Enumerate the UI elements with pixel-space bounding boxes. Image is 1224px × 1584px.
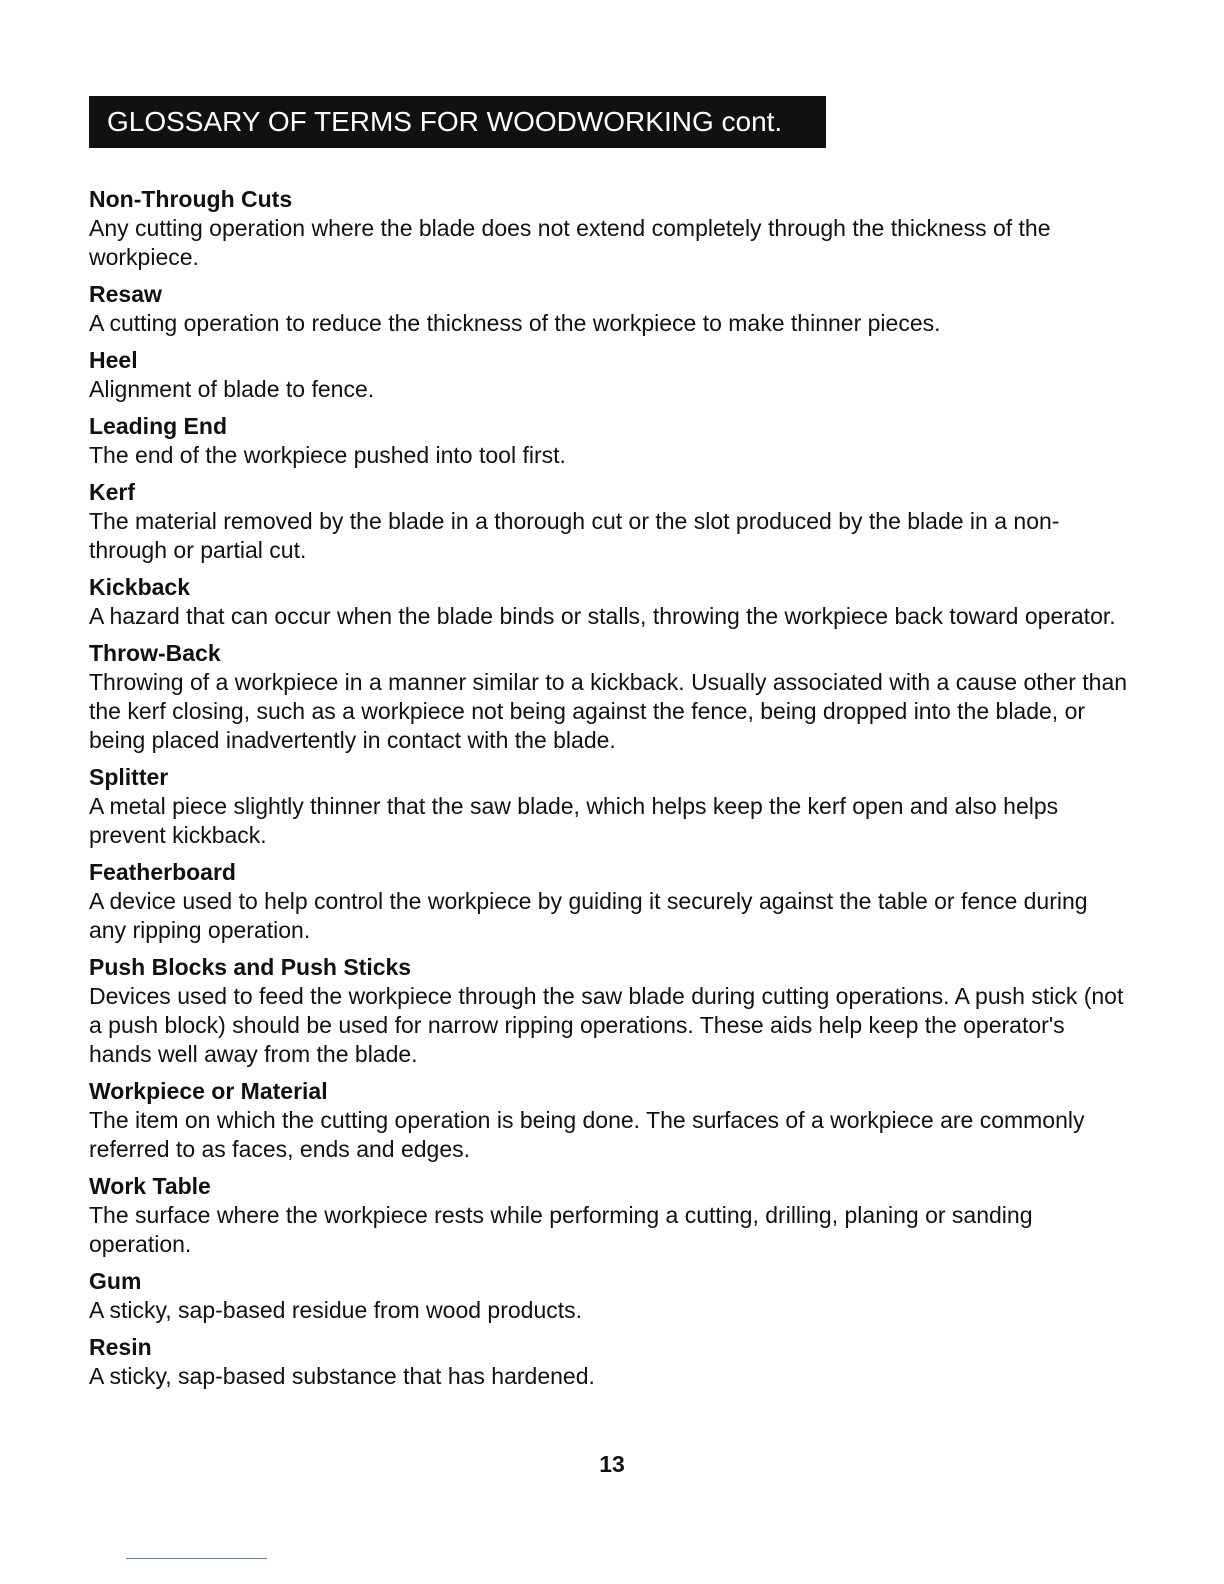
glossary-definition: A sticky, sap-based substance that has hardened. [89, 1363, 595, 1389]
glossary-term: Resaw [89, 281, 162, 307]
glossary-term: Heel [89, 347, 138, 373]
glossary-definition: Alignment of blade to fence. [89, 376, 375, 402]
page-title: GLOSSARY OF TERMS FOR WOODWORKING cont. [107, 106, 783, 137]
glossary-entry-resin [89, 1332, 1129, 1391]
glossary-definition: Any cutting operation where the blade does not extend completely through the thickness of the workpiece. [89, 215, 1051, 270]
glossary-term: Non-Through Cuts [89, 186, 293, 212]
glossary-definition: Throwing of a workpiece in a manner similar to a kickback. Usually associated with a cause other than the kerf closing, such as a workpiece not being against the fence, being dropped into the blade, or being placed inadvertently in contact with the blade. [89, 669, 1128, 753]
glossary-definition: The surface where the workpiece rests while performing a cutting, drilling, planing or sanding operation. [89, 1202, 1033, 1257]
footer-divider [126, 1558, 267, 1559]
glossary-entry-resaw [89, 279, 1129, 338]
glossary-term: Kerf [89, 479, 136, 505]
glossary-definition: Devices used to feed the workpiece through the saw blade during cutting operations. A push stick (not a push block) should be used for narrow ripping operations. These aids help keep the operator's hands well away from the blade. [89, 983, 1124, 1067]
glossary-entry-workpiece [89, 1076, 1129, 1164]
glossary-entry-heel [89, 345, 1129, 404]
glossary-term: Featherboard [89, 859, 236, 885]
glossary-definition: The end of the workpiece pushed into tool first. [89, 442, 566, 468]
glossary-list [89, 184, 1129, 1398]
glossary-header-banner [89, 96, 826, 148]
glossary-definition: A cutting operation to reduce the thickness of the workpiece to make thinner pieces. [89, 310, 941, 336]
glossary-term: Push Blocks and Push Sticks [89, 954, 412, 980]
glossary-definition: A hazard that can occur when the blade binds or stalls, throwing the workpiece back toward operator. [89, 603, 1116, 629]
glossary-entry-throw-back [89, 638, 1129, 755]
glossary-entry-kerf [89, 477, 1129, 565]
glossary-definition: The material removed by the blade in a thorough cut or the slot produced by the blade in a non-through or partial cut. [89, 508, 1060, 563]
glossary-term: Leading End [89, 413, 227, 439]
glossary-term: Throw-Back [89, 640, 221, 666]
glossary-term: Gum [89, 1268, 142, 1294]
glossary-entry-leading-end [89, 411, 1129, 470]
glossary-entry-gum [89, 1266, 1129, 1325]
glossary-definition: A device used to help control the workpiece by guiding it securely against the table or fence during any ripping operation. [89, 888, 1088, 943]
glossary-entry-push-blocks [89, 952, 1129, 1069]
glossary-term: Work Table [89, 1173, 211, 1199]
glossary-definition: A sticky, sap-based residue from wood products. [89, 1297, 583, 1323]
page-number: 13 [599, 1451, 625, 1477]
glossary-definition: A metal piece slightly thinner that the saw blade, which helps keep the kerf open and also helps prevent kickback. [89, 793, 1059, 848]
glossary-term: Splitter [89, 764, 169, 790]
glossary-entry-non-through-cuts [89, 184, 1129, 272]
glossary-term: Kickback [89, 574, 191, 600]
glossary-entry-kickback [89, 572, 1129, 631]
glossary-entry-splitter [89, 762, 1129, 850]
glossary-term: Workpiece or Material [89, 1078, 328, 1104]
glossary-definition: The item on which the cutting operation is being done. The surfaces of a workpiece are commonly referred to as faces, ends and edges. [89, 1107, 1085, 1162]
glossary-entry-work-table [89, 1171, 1129, 1259]
glossary-term: Resin [89, 1334, 152, 1360]
glossary-entry-featherboard [89, 857, 1129, 945]
